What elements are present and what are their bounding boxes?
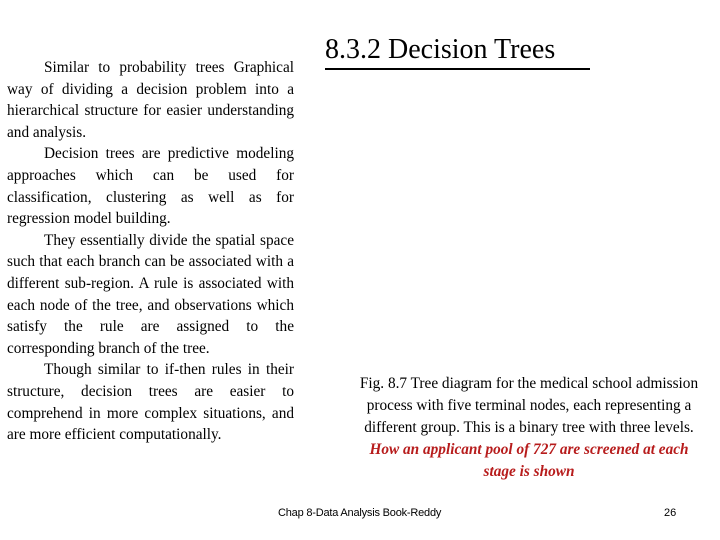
paragraph-1: Similar to probability trees Graphical way of dividing a decision problem into a hierarchical structure for easier understanding and analysis. (7, 59, 294, 141)
slide-title: 8.3.2 Decision Trees (325, 34, 556, 65)
caption-highlight: How an applicant pool of 727 are screened at each stage is shown (369, 441, 689, 480)
figure-caption (358, 373, 700, 483)
title-underline (325, 68, 590, 70)
page-number: 26 (664, 507, 677, 519)
caption-text: Fig. 8.7 Tree diagram for the medical school admission process with five terminal nodes, each representing a different group. This is a binary tree with three levels. (359, 375, 699, 436)
paragraph-4: Though similar to if-then rules in their structure, decision trees are easier to comprehend in more complex situations, and are more efficient computationally. (7, 361, 294, 444)
body-text (7, 57, 294, 446)
footer-text: Chap 8-Data Analysis Book-Reddy (278, 507, 442, 519)
paragraph-2: Decision trees are predictive modeling approaches which can be used for classification, clustering as well as for regression model building. (7, 145, 294, 228)
paragraph-3: They essentially divide the spatial space such that each branch can be associated with a different sub-region. A rule is associated with each node of the tree, and observations which satisfy the rule are assigned to the corresponding branch of the tree. (7, 231, 294, 357)
